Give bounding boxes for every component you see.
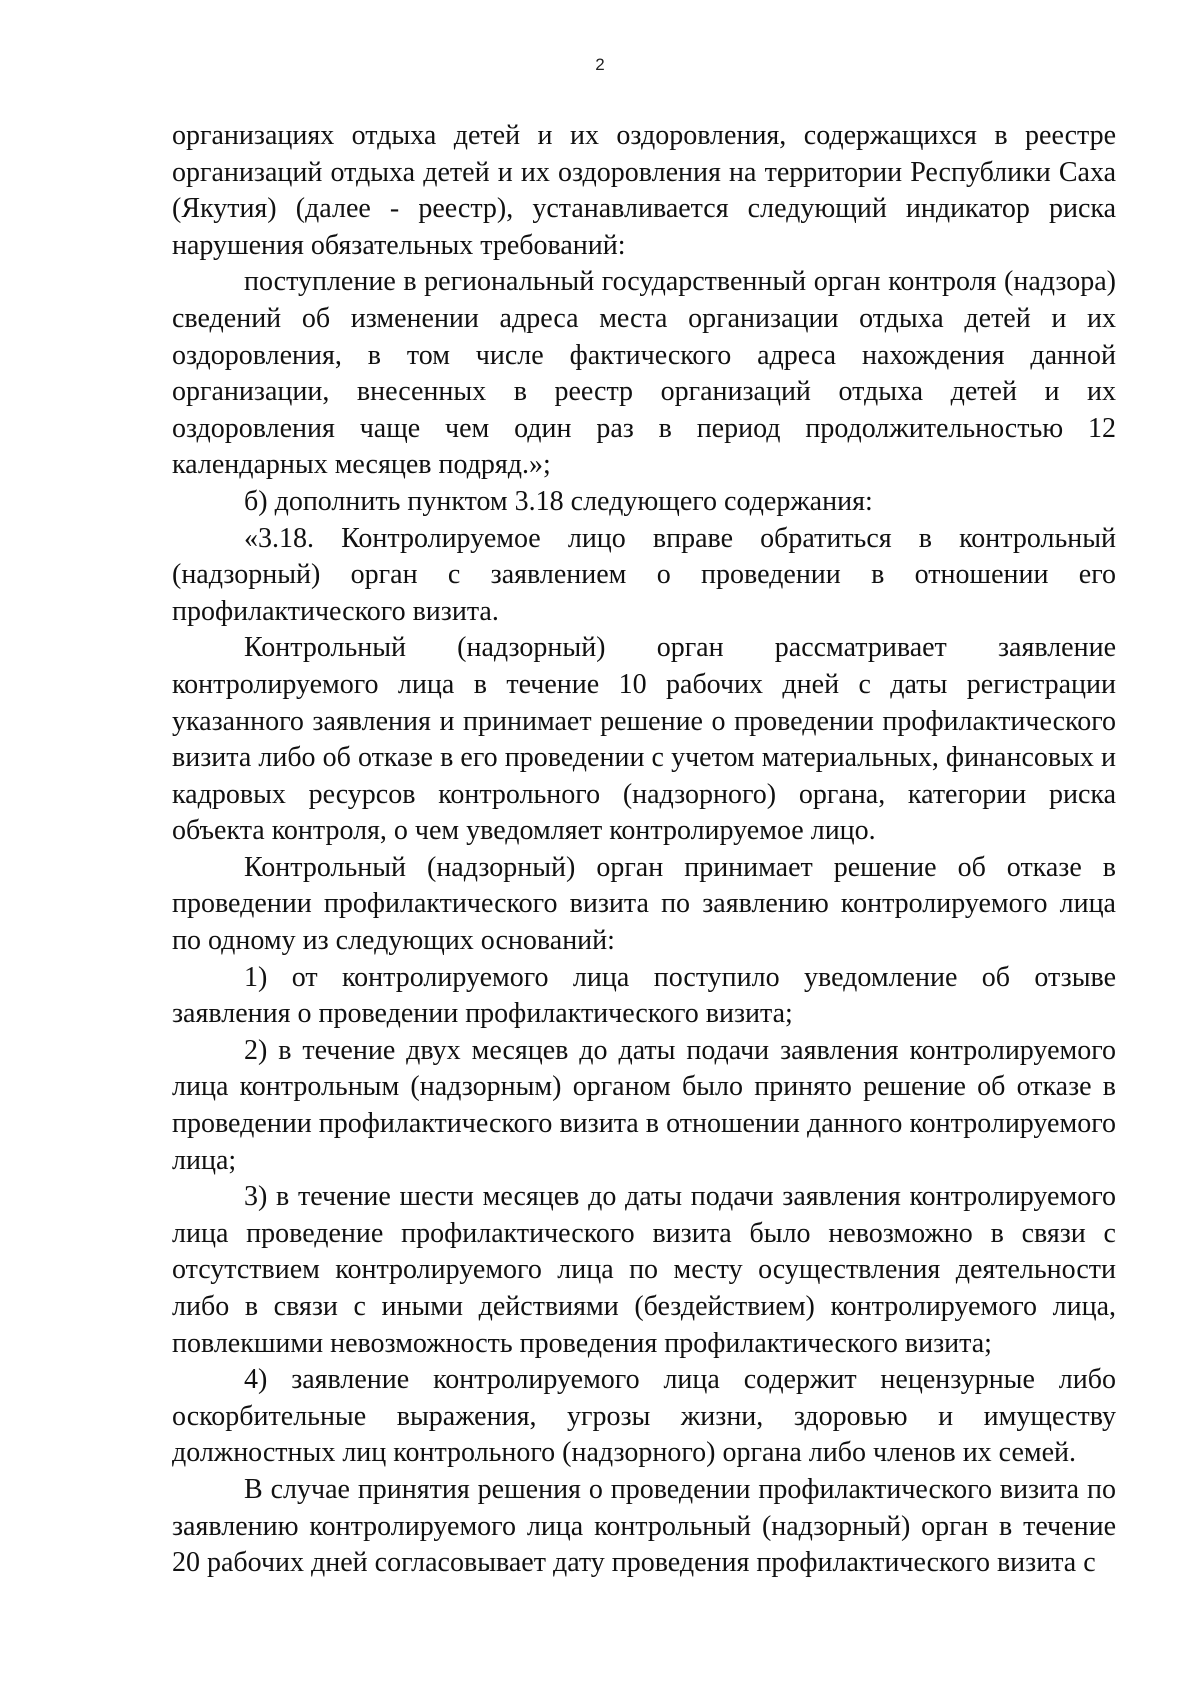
page-number: 2 [595,55,605,74]
paragraph-clause-3-18: «3.18. Контролируемое лицо вправе обратиться в контрольный (надзорный) орган с заявлением о проведении в отношении его профилактического визита. [172,522,1116,627]
paragraph-refusal-grounds: Контрольный (надзорный) орган принимает решение об отказе в проведении профилактического визита по заявлению контролируемого лица по одному из следующих оснований: [172,851,1116,957]
paragraph-ground-3: 3) в течение шести месяцев до даты подачи заявления контролируемого лица проведение профилактического визита было невозможно в связи с отсутствием контролируемого лица по месту осуществления деятельности либо в связи с иными действиями (бездействием) контролируемого лица, повлекшими невозможность проведения профилактического визита; [172,1181,1116,1359]
paragraph-ground-1: 1) от контролируемого лица поступило уведомление об отзыве заявления о проведении профилактического визита; [172,961,1116,1030]
paragraph-review-application: Контрольный (надзорный) орган рассматривает заявление контролируемого лица в течение 10 рабочих дней с даты регистрации указанного заявления и принимает решение о проведении профилактического визита либо об отказе в его проведении с учетом материальных, финансовых и кадровых ресурсов контрольного (надзорного) органа, категории риска объекта контроля, о чем уведомляет контролируемое лицо. [172,632,1116,847]
paragraph-visit-date: В случае принятия решения о проведении профилактического визита по заявлению контролируемого лица контрольный (надзорный) орган в течение 20 рабочих дней согласовывает дату проведения профилактического визита с [172,1473,1116,1579]
paragraph-amendment-b: б) дополнить пунктом 3.18 следующего содержания: [244,485,873,517]
paragraph-ground-4: 4) заявление контролируемого лица содержит нецензурные либо оскорбительные выражения, угрозы жизни, здоровью и имуществу должностных лиц контрольного (надзорного) органа либо членов их семей. [172,1364,1116,1469]
document-body [172,118,1116,1582]
paragraph-ground-2: 2) в течение двух месяцев до даты подачи заявления контролируемого лица контрольным (надзорным) органом было принято решение об отказе в проведении профилактического визита в отношении данного контролируемого лица; [172,1034,1116,1176]
paragraph-indicator-risk: поступление в региональный государственный орган контроля (надзора) сведений об изменении адреса места организации отдыха детей и их оздоровления, в том числе фактического адреса нахождения данной организации, внесенных в реестр организаций отдыха детей и их оздоровления чаще чем один раз в период продолжительностью 12 календарных месяцев подряд.»; [172,266,1116,481]
paragraph-continuation: организациях отдыха детей и их оздоровления, содержащихся в реестре организаций отдыха детей и их оздоровления на территории Республики Саха (Якутия) (далее - реестр), устанавливается следующий индикатор риска нарушения обязательных требований: [172,120,1116,261]
